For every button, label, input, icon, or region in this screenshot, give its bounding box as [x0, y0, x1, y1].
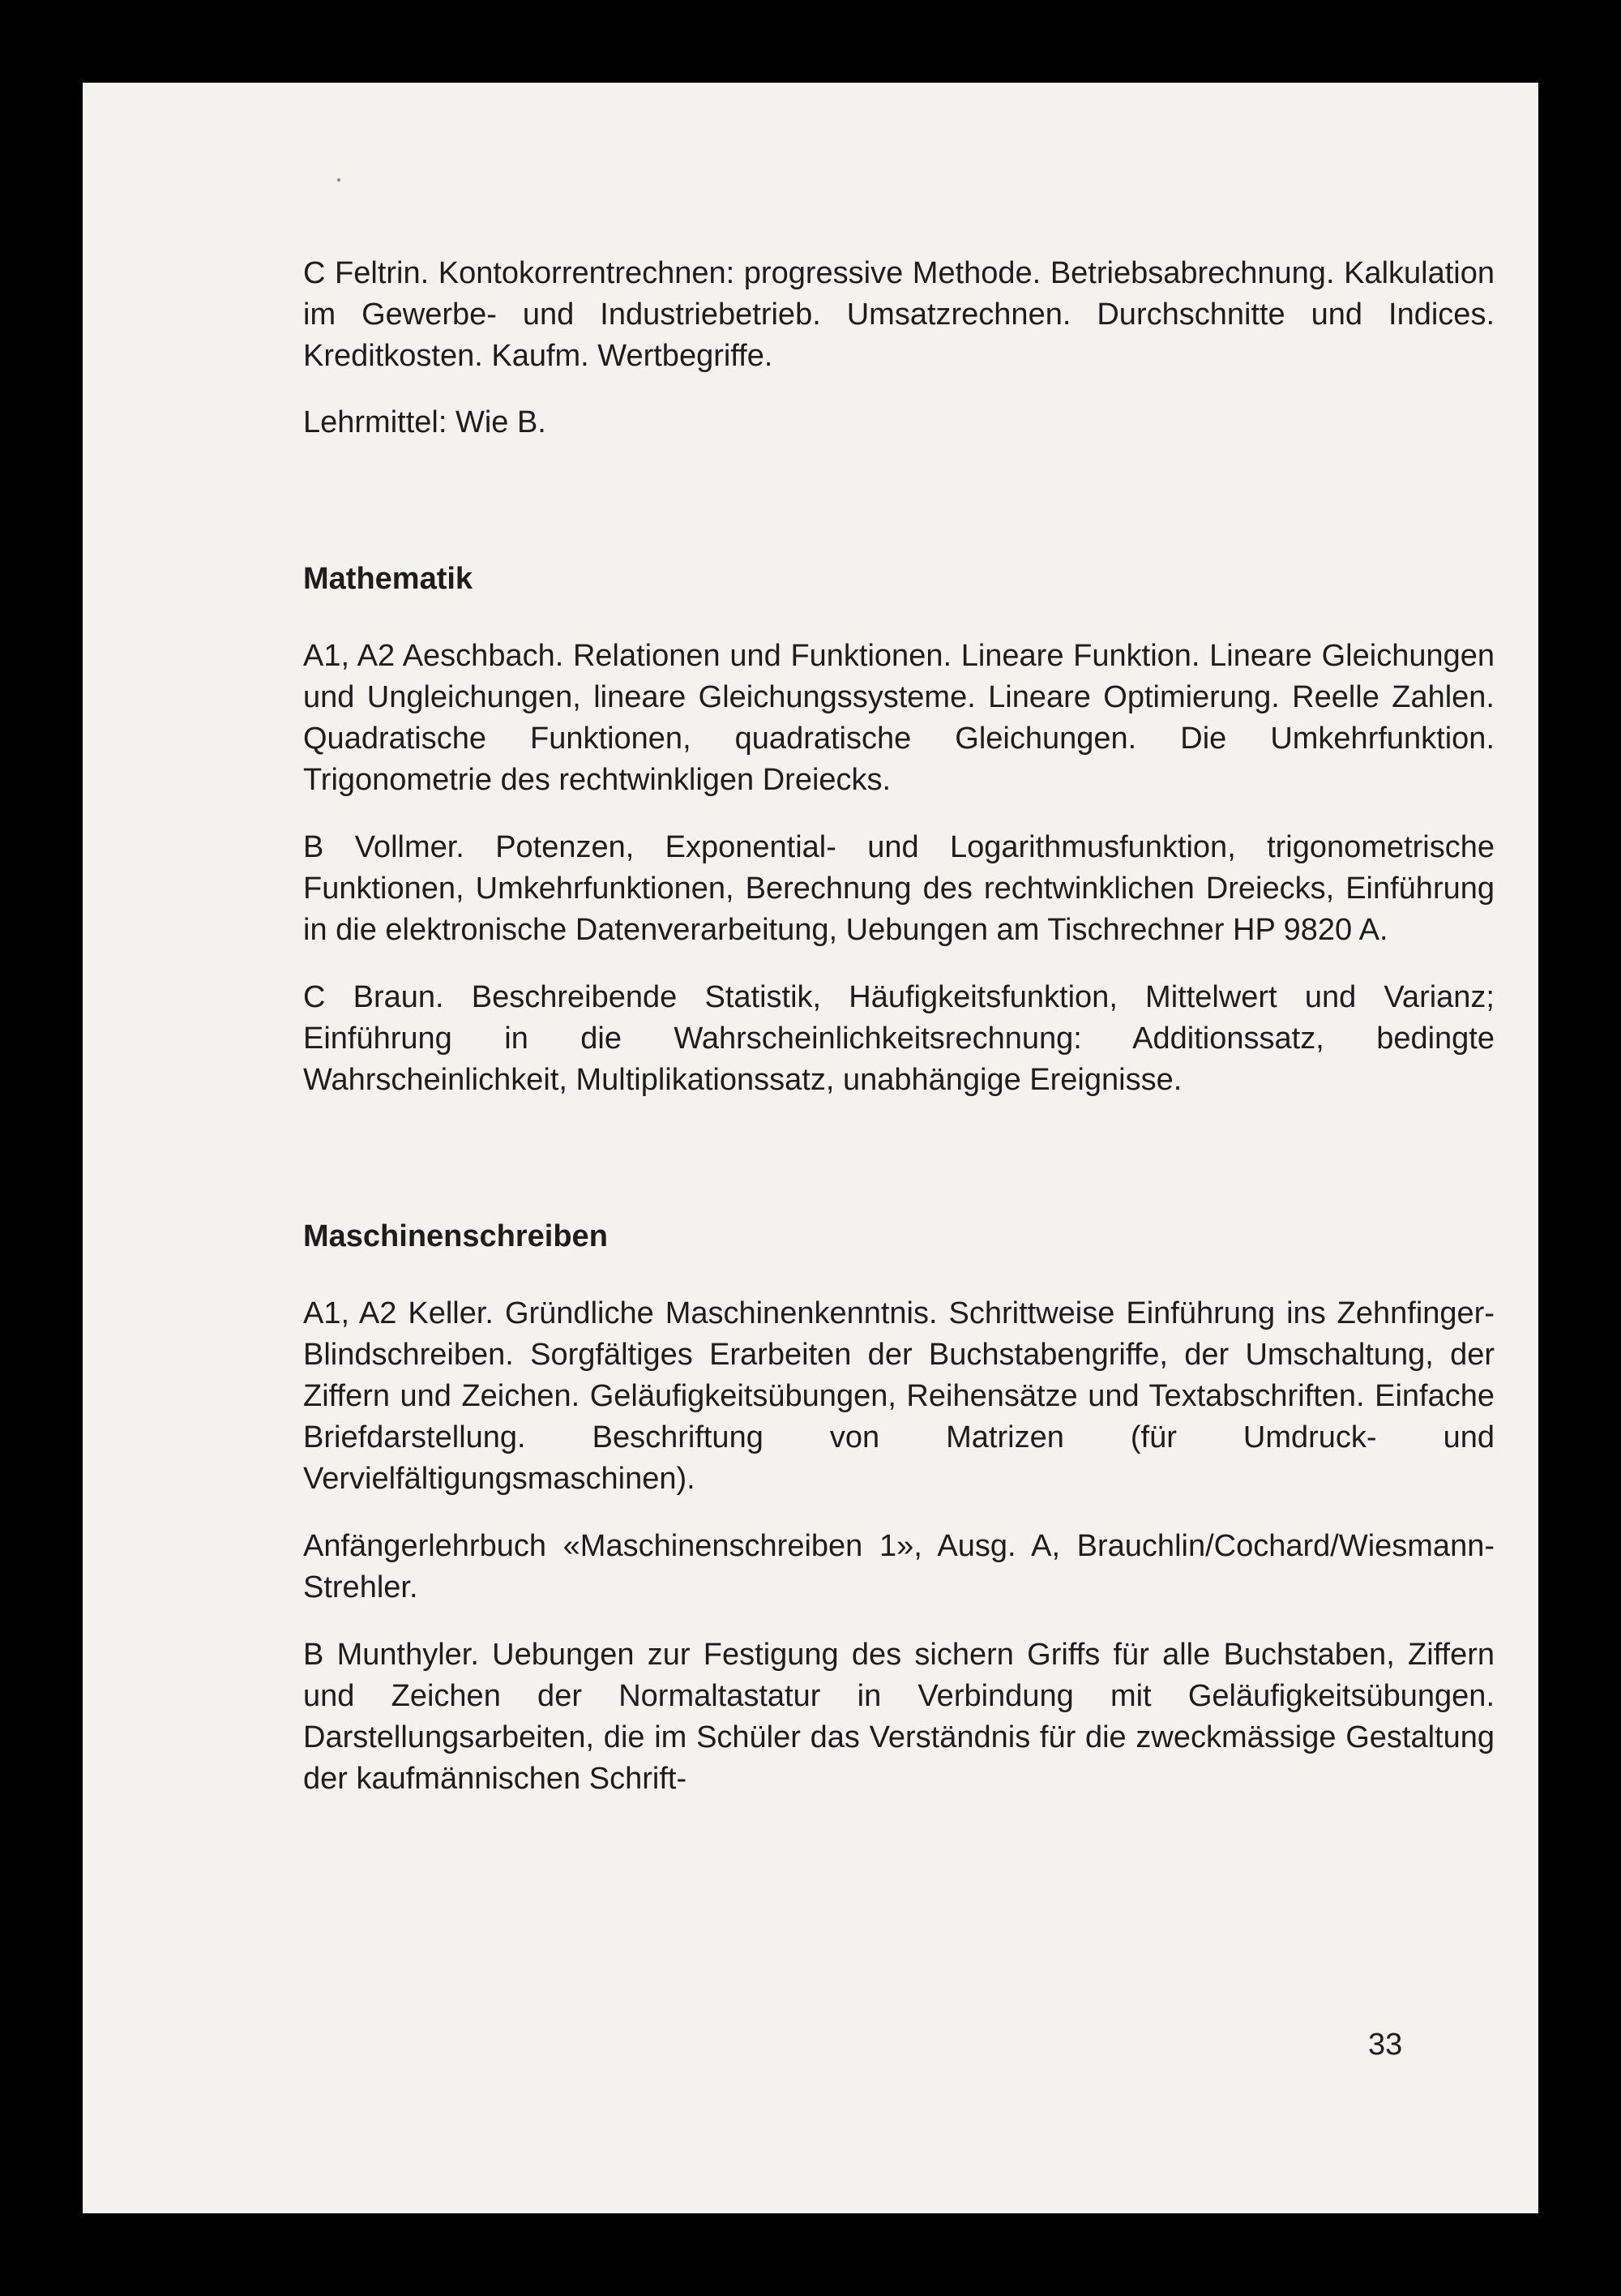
- intro-paragraph-feltrin: C Feltrin. Kontokorrentrechnen: progressive Methode. Betriebsabrechnung. Kalkulation im Gewerbe- und Industriebetrieb. Umsatzrechnen. Durchschnitte und Indices. Kreditkosten. Kaufm. Wertbegriffe.: [303, 256, 1495, 373]
- mathematik-paragraph-aeschbach: A1, A2 Aeschbach. Relationen und Funktionen. Lineare Funktion. Lineare Gleichungen und Ungleichungen, lineare Gleichungssysteme. Lineare Optimierung. Reelle Zahlen. Quadratische Funktionen, quadratische Gleichungen. Die Umkehrfunktion. Trigonometrie des rechtwinkligen Dreiecks.: [303, 639, 1495, 797]
- mathematik-paragraph-vollmer: B Vollmer. Potenzen, Exponential- und Logarithmusfunktion, trigonometrische Funktionen, Umkehrfunktionen, Berechnung des rechtwinklichen Dreiecks, Einführung in die elektronische Datenverarbeitung, Uebungen am Tischrechner HP 9820 A.: [303, 830, 1495, 947]
- page-number: 33: [1368, 2028, 1403, 2062]
- maschinenschreiben-paragraph-keller: A1, A2 Keller. Gründliche Maschinenkenntnis. Schrittweise Einführung ins Zehnfinger-Blindschreiben. Sorgfältiges Erarbeiten der Buchstabengriffe, der Umschaltung, der Ziffern und Zeichen. Geläufigkeitsübungen, Reihensätze und Textabschriften. Einfache Briefdarstellung. Beschriftung von Matrizen (für Umdruck- und Vervielfältigungsmaschinen).: [303, 1296, 1495, 1496]
- section-heading-mathematik: Mathematik: [303, 562, 473, 596]
- document-page: [83, 83, 1538, 2213]
- maschinenschreiben-paragraph-munthyler: B Munthyler. Uebungen zur Festigung des sichern Griffs für alle Buchstaben, Ziffern und Zeichen der Normaltastatur in Verbindung mit Geläufigkeitsübungen. Darstellungsarbeiten, die im Schüler das Verständnis für die zweckmässige Gestaltung der kaufmännischen Schrift-: [303, 1638, 1495, 1796]
- speck-mark: [337, 178, 340, 182]
- page-content: [303, 253, 1495, 1826]
- mathematik-paragraph-braun: C Braun. Beschreibende Statistik, Häufigkeitsfunktion, Mittelwert und Varianz; Einführung in die Wahrscheinlichkeitsrechnung: Additionssatz, bedingte Wahrscheinlichkeit, Multiplikationssatz, unabhängige Ereignisse.: [303, 980, 1495, 1097]
- maschinenschreiben-paragraph-lehrbuch: Anfängerlehrbuch «Maschinenschreiben 1», Ausg. A, Brauchlin/Cochard/Wiesmann-Strehler.: [303, 1529, 1495, 1604]
- section-heading-maschinenschreiben: Maschinenschreiben: [303, 1219, 608, 1253]
- intro-paragraph-lehrmittel: Lehrmittel: Wie B.: [303, 405, 546, 439]
